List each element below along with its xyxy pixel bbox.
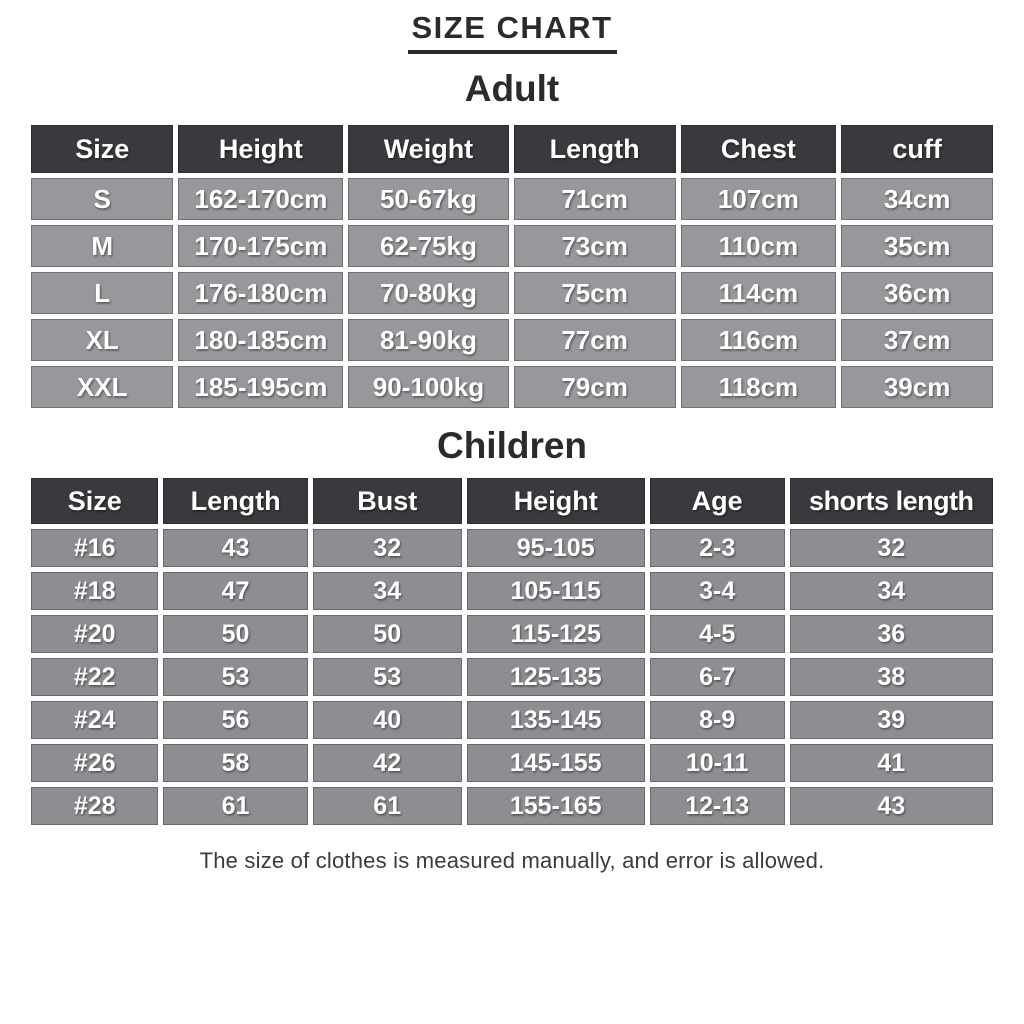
table-cell: 71cm [514,178,676,220]
table-cell: 34 [790,572,993,610]
table-cell: 53 [163,658,307,696]
table-cell: 115-125 [467,615,645,653]
table-cell: 77cm [514,319,676,361]
table-cell: 8-9 [650,701,785,739]
column-header: Bust [313,478,462,524]
table-cell: 107cm [681,178,837,220]
table-cell: 61 [163,787,307,825]
children-size-table [26,473,998,830]
table-cell: #26 [31,744,158,782]
adult-size-table [26,120,998,413]
column-header: Length [163,478,307,524]
table-cell: 4-5 [650,615,785,653]
table-cell: 61 [313,787,462,825]
table-cell: 41 [790,744,993,782]
table-cell: #16 [31,529,158,567]
adult-table-header [31,125,993,173]
table-cell: 58 [163,744,307,782]
table-cell: 43 [790,787,993,825]
table-cell: 110cm [681,225,837,267]
column-header: Weight [348,125,508,173]
adult-section-heading: Adult [464,68,560,109]
page-title: SIZE CHART [408,10,617,54]
table-cell: XXL [31,366,173,408]
table-cell: 176-180cm [178,272,343,314]
table-row [31,178,993,220]
table-cell: 62-75kg [348,225,508,267]
header-row [31,478,993,524]
table-cell: 12-13 [650,787,785,825]
table-cell: 105-115 [467,572,645,610]
table-cell: 32 [313,529,462,567]
table-cell: 39cm [841,366,993,408]
table-cell: 47 [163,572,307,610]
table-cell: 36 [790,615,993,653]
table-cell: 125-135 [467,658,645,696]
table-cell: 170-175cm [178,225,343,267]
table-row [31,225,993,267]
table-cell: 50 [163,615,307,653]
table-cell: XL [31,319,173,361]
adult-table-body [31,178,993,408]
table-cell: 56 [163,701,307,739]
table-cell: 116cm [681,319,837,361]
column-header: Chest [681,125,837,173]
column-header: Size [31,125,173,173]
table-cell: 155-165 [467,787,645,825]
table-cell: 114cm [681,272,837,314]
table-cell: 75cm [514,272,676,314]
table-cell: 95-105 [467,529,645,567]
table-cell: 50 [313,615,462,653]
table-cell: M [31,225,173,267]
table-cell: L [31,272,173,314]
table-row [31,366,993,408]
table-row [31,744,993,782]
table-row [31,658,993,696]
table-cell: 185-195cm [178,366,343,408]
table-cell: 38 [790,658,993,696]
table-cell: 50-67kg [348,178,508,220]
children-table-header [31,478,993,524]
column-header: Age [650,478,785,524]
table-cell: #20 [31,615,158,653]
column-header: Height [178,125,343,173]
header-row [31,125,993,173]
table-cell: 162-170cm [178,178,343,220]
table-cell: 70-80kg [348,272,508,314]
table-cell: 135-145 [467,701,645,739]
table-cell: #24 [31,701,158,739]
table-cell: 6-7 [650,658,785,696]
table-row [31,572,993,610]
table-cell: 39 [790,701,993,739]
column-header: Size [31,478,158,524]
table-cell: 42 [313,744,462,782]
table-cell: 34cm [841,178,993,220]
table-cell: 43 [163,529,307,567]
table-cell: 81-90kg [348,319,508,361]
column-header: shorts length [790,478,993,524]
column-header: cuff [841,125,993,173]
table-cell: 90-100kg [348,366,508,408]
footer-note: The size of clothes is measured manually, and error is allowed. [199,848,825,873]
table-cell: 35cm [841,225,993,267]
table-row [31,529,993,567]
table-cell: 40 [313,701,462,739]
table-cell: 53 [313,658,462,696]
table-cell: 73cm [514,225,676,267]
table-cell: 36cm [841,272,993,314]
table-cell: 118cm [681,366,837,408]
table-row [31,615,993,653]
table-cell: 180-185cm [178,319,343,361]
table-cell: 32 [790,529,993,567]
table-cell: S [31,178,173,220]
children-section-heading: Children [436,425,588,466]
table-row [31,272,993,314]
table-cell: #22 [31,658,158,696]
table-cell: 2-3 [650,529,785,567]
table-cell: #18 [31,572,158,610]
table-row [31,319,993,361]
table-cell: 10-11 [650,744,785,782]
table-cell: 37cm [841,319,993,361]
column-header: Length [514,125,676,173]
table-cell: 145-155 [467,744,645,782]
table-cell: 79cm [514,366,676,408]
children-table-body [31,529,993,825]
table-cell: #28 [31,787,158,825]
column-header: Height [467,478,645,524]
table-cell: 3-4 [650,572,785,610]
table-row [31,787,993,825]
table-row [31,701,993,739]
table-cell: 34 [313,572,462,610]
